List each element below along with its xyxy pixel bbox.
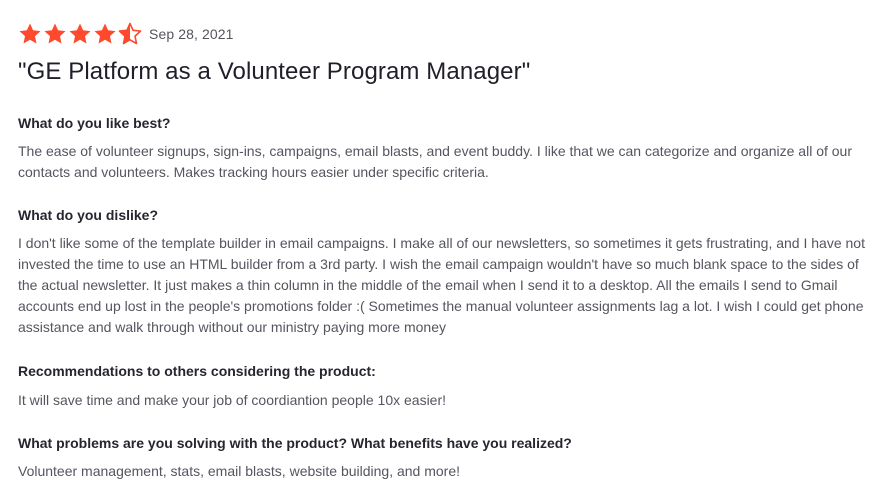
star-full-icon: [93, 22, 117, 46]
question-like-best: What do you like best?: [18, 115, 171, 131]
answer-like-best: The ease of volunteer signups, sign-ins, campaigns, email blasts, and event buddy. I like that we can categorize and organize all of our contacts and volunteers. Makes tracking hours easier under specific criteria.: [18, 143, 852, 180]
answer-dislike: I don't like some of the template builder in email campaigns. I make all of our newsletters, so sometimes it gets frustrating, and I have not invested the time to use an HTML builder from a 3rd party. I wish the email campaign wouldn't have so much blank space to the sides of the actual newsletter. It just makes a thin column in the middle of the email when I send it to a desktop. All the emails I send to Gmail accounts end up lost in the people's promotions folder :( Sometimes the manual volunteer assignments lag a lot. I wish I could get phone assistance and walk through without our ministry paying more money: [18, 235, 865, 335]
question-recommendations: Recommendations to others considering the product:: [18, 363, 376, 379]
answer-recommendations: It will save time and make your job of coordiantion people 10x easier!: [18, 392, 447, 408]
rating-row: [18, 21, 234, 47]
star-half-icon: [118, 22, 142, 46]
answer-problems-benefits: Volunteer management, stats, email blasts, website building, and more!: [18, 463, 461, 479]
question-dislike: What do you dislike?: [18, 207, 159, 223]
star-full-icon: [43, 22, 67, 46]
star-rating: [18, 22, 142, 46]
star-full-icon: [68, 22, 92, 46]
review-title: "GE Platform as a Volunteer Program Manager": [18, 58, 531, 85]
star-full-icon: [18, 22, 42, 46]
question-problems-benefits: What problems are you solving with the product? What benefits have you realized?: [18, 435, 572, 451]
review-date: Sep 28, 2021: [149, 26, 234, 42]
